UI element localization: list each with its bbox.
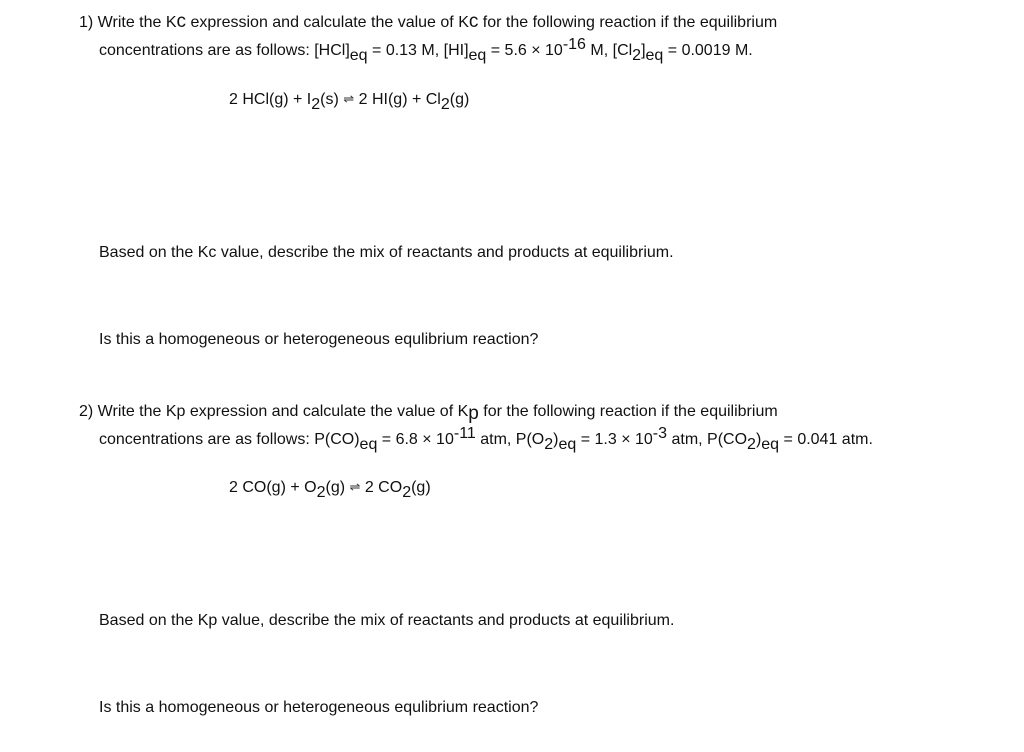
q1-line1-text: expression and calculate the value of K: [186, 14, 469, 31]
reaction-text: 2 CO: [360, 479, 403, 496]
subscript: 2: [632, 47, 642, 64]
exponent: -3: [652, 425, 668, 442]
q1-prompt-line1: [79, 12, 777, 33]
reaction-text: (g): [449, 91, 470, 108]
q2-line2-text: atm, P(O: [475, 431, 545, 448]
q2-line2-text: ): [755, 431, 762, 448]
reaction-text: (g): [325, 479, 350, 496]
eq-subscript: eq: [645, 47, 664, 64]
eq-subscript: eq: [349, 47, 368, 64]
eq-subscript: eq: [558, 436, 577, 453]
exponent: -11: [453, 425, 476, 442]
eq-subscript: eq: [761, 436, 780, 453]
q2-line2-text: atm, P(CO: [667, 431, 748, 448]
equilibrium-arrow-icon: ⇌: [349, 479, 361, 494]
q2-prompt-line1: [79, 401, 778, 422]
reaction-text: (g): [411, 479, 431, 496]
q2-line2-text: = 0.041 atm.: [779, 431, 873, 448]
q1-line2-text: concentrations are as follows: [HCl]: [99, 42, 350, 59]
subscript: 2: [544, 436, 554, 453]
q1-line2-text: = 0.0019 M.: [663, 42, 753, 59]
q2-describe-prompt: Based on the Kp value, describe the mix of reactants and products at equilibrium.: [99, 612, 675, 629]
q2-prompt-line2: [99, 425, 873, 453]
q2-line2-text: ): [553, 431, 559, 448]
q2-type-prompt: Is this a homogeneous or heterogeneous equlibrium reaction?: [99, 699, 539, 716]
reaction-text: (s): [320, 91, 344, 108]
eq-subscript: eq: [359, 436, 378, 453]
q2-reaction-equation: [229, 478, 431, 501]
q2-line2-text: = 6.8 × 10: [377, 431, 454, 448]
equilibrium-arrow-icon: ⇌: [343, 91, 355, 106]
q1-line2-text: = 0.13 M, [HI]: [367, 42, 469, 59]
subscript: 2: [402, 484, 412, 501]
reaction-text: 2 HCl(g) + I: [229, 91, 312, 108]
q1-line1-text: 1) Write the K: [79, 14, 177, 31]
q1-prompt-line2: [99, 36, 753, 64]
reaction-text: 2 HI(g) + Cl: [354, 91, 441, 108]
q1-line1-text: for the following reaction if the equilibrium: [478, 14, 778, 31]
q1-line2-text: ]: [641, 42, 646, 59]
reaction-text: 2 CO(g) + O: [229, 479, 317, 496]
subscript: 2: [747, 436, 756, 453]
q1-line2-text: M, [Cl: [585, 42, 633, 59]
kc-symbol-sub: c: [468, 11, 479, 32]
q1-reaction-equation: [229, 90, 470, 113]
q2-line2-text: concentrations are as follows: P(CO): [99, 431, 360, 448]
subscript: 2: [311, 96, 321, 113]
q1-line2-text: = 5.6 × 10: [486, 42, 563, 59]
q1-type-prompt: Is this a homogeneous or heterogeneous equlibrium reaction?: [99, 331, 539, 348]
kp-symbol-sub: p: [468, 403, 479, 424]
q1-describe-prompt: Based on the Kc value, describe the mix of reactants and products at equilibrium.: [99, 244, 674, 261]
q2-line1-text: 2) Write the Kp expression and calculate the value of K: [79, 403, 469, 420]
q2-line2-text: = 1.3 × 10: [576, 431, 653, 448]
kc-symbol-sub: c: [176, 11, 187, 32]
q2-line1-text: for the following reaction if the equilibrium: [478, 403, 778, 420]
exponent: -16: [562, 36, 586, 53]
eq-subscript: eq: [468, 47, 487, 64]
subscript: 2: [316, 484, 326, 501]
subscript: 2: [440, 96, 450, 113]
